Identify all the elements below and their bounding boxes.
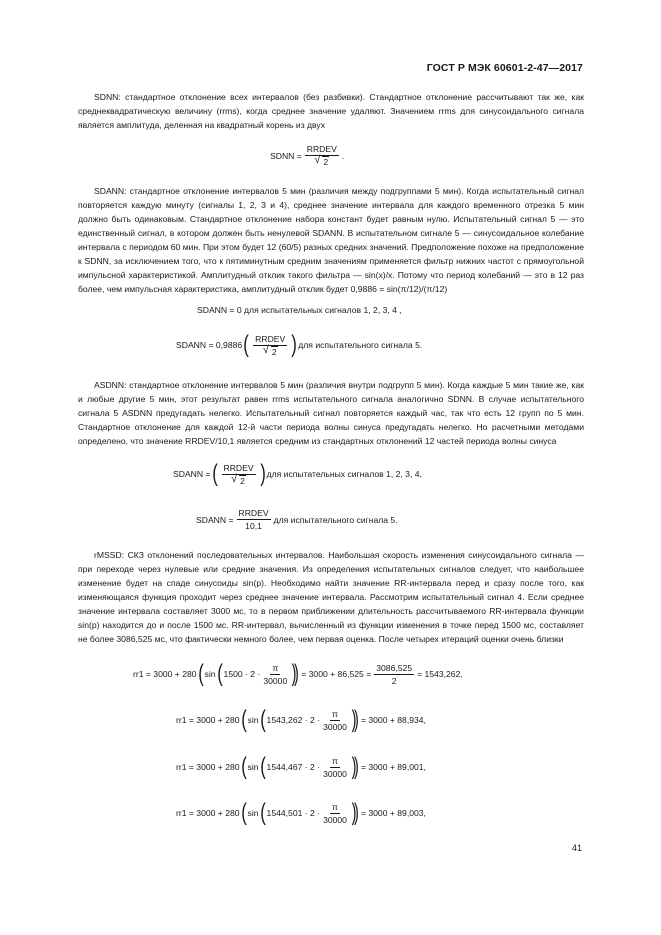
fraction <box>237 508 271 531</box>
fraction-numerator: RRDEV <box>306 144 337 154</box>
fraction-numerator: RRDEV <box>223 462 254 473</box>
sqrt-radicand: 2 <box>271 346 277 357</box>
fraction-numerator: π <box>332 801 338 812</box>
fraction <box>374 663 414 686</box>
fraction <box>222 463 256 486</box>
formula-lhs: SDANN = <box>173 469 211 479</box>
formula-lhs: SDANN = <box>196 514 234 525</box>
asdnn-text: ASDNN: стандартное отклонение интервалов 5 мин (различия внутри подгрупп 5 мин). Когда каждые 5 мин такие же, как и любые другие 5 мин, этот результат равен rrms испытательного сигнала аналогично SDNN. В случае испытательного сигнала 5 ASDNN предугадать нелегко. Испытательный сигнал повторяется каждый час, так что есть 12 групп по 5 мин. Стандартное отклонение для каждой 12-й части периода волны синуса предугадать нелегко. Но расчетными методами определено, что значение RRDEV/10,1 является средним из стандартных отклонений 12 частей периода волны синуса <box>78 380 584 446</box>
left-paren: ( <box>259 706 266 733</box>
fraction-denominator: 30000 <box>323 814 347 825</box>
fraction <box>263 663 287 686</box>
right-paren: ) <box>291 331 298 358</box>
fraction-denominator: 10,1 <box>245 521 262 531</box>
formula-rhs: = 3000 + 86,525 = <box>301 669 372 679</box>
sqrt-symbol: √ 2 <box>314 154 329 167</box>
left-paren: ( <box>259 799 266 826</box>
iteration-formula-3 <box>176 755 426 779</box>
formula-tail: . <box>341 150 345 161</box>
fraction <box>305 144 339 167</box>
sdann-text: SDANN: стандартное отклонение интервалов 5 мин (различия между подгруппами 5 мин). Когда испытательный сигнал повторяется каждую минуту (сигналы 1, 2, 3 и 4), среднее значение интервала для каждого временного отрезка 5 мин должно быть одинаковым. Стандартное отклонение набора констант будет равным нулю. Испытательный сигнал 5 — это единственный сигнал, в котором должен быть ненулевой SDANN. В испытательном сигнале 5 — синусоидальное колебание интервала с периодом 60 мин. При этом будет 12 (60/5) разных средних значений. Предположение похоже на предположение к SDNN, за исключением того, что к пятиминутным средним значениям применяется фильтр нижних частот с прямоугольной импульсной характеристикой. Амплитудный отклик такого фильтра — sin(x)/x. Потому что период колебаний — это в 12 раз более, чем импульсная характеристика, амплитудный отклик будет 0,9886 = sin(π/12)/(π/12) <box>78 186 584 294</box>
sin-argument: 1544,501 · 2 · <box>266 808 321 818</box>
fraction <box>323 756 347 779</box>
sin-argument: 1544,467 · 2 · <box>266 762 321 772</box>
sin-argument: 1543,262 · 2 · <box>266 715 321 725</box>
right-paren: ) <box>259 460 266 487</box>
formula-tail: для испытательных сигналов 1, 2, 3, 4, <box>266 469 422 479</box>
formula-text: SDANN = 0 для испытательных сигналов 1, 2, 3, 4 , <box>197 305 402 315</box>
right-parens: )) <box>351 799 357 826</box>
sdann-formula-1 <box>197 305 402 315</box>
sqrt-symbol: √ 2 <box>231 472 245 486</box>
asdnn-formula-1 <box>173 462 422 486</box>
fraction-numerator: 3086,525 <box>376 662 413 673</box>
asdnn-paragraph <box>78 378 584 448</box>
sin-function: sin <box>247 808 259 818</box>
formula-lhs: rr1 = 3000 + 280 <box>176 762 240 772</box>
left-paren: ( <box>197 660 204 687</box>
left-paren: ( <box>259 753 266 780</box>
right-parens: )) <box>351 753 357 780</box>
formula-result: = 1543,262, <box>417 669 463 679</box>
sqrt-symbol: √ 2 <box>262 343 277 357</box>
iteration-formula-2 <box>176 708 426 732</box>
rmssd-paragraph <box>78 548 584 646</box>
fraction-denominator: 30000 <box>323 721 347 732</box>
fraction-denominator: 2 <box>391 675 397 686</box>
fraction-numerator: π <box>272 662 279 673</box>
sin-function: sin <box>247 715 259 725</box>
formula-rhs: = 3000 + 89,003, <box>360 808 426 818</box>
sin-argument: 1500 · 2 · <box>223 669 261 679</box>
left-paren: ( <box>240 753 247 780</box>
left-paren: ( <box>211 460 218 487</box>
left-paren: ( <box>240 706 247 733</box>
formula-rhs: = 3000 + 88,934, <box>360 715 426 725</box>
right-parens: )) <box>351 706 357 733</box>
left-paren: ( <box>216 660 223 687</box>
sqrt-radicand: 2 <box>323 157 329 167</box>
sdann-paragraph <box>78 184 584 296</box>
sdann-formula-2 <box>176 333 422 357</box>
fraction-numerator: RRDEV <box>238 508 269 518</box>
fraction <box>323 802 347 825</box>
left-paren: ( <box>240 799 247 826</box>
standard-header: ГОСТ Р МЭК 60601-2-47—2017 <box>426 62 583 74</box>
fraction <box>253 334 287 357</box>
formula-lhs: rr1 = 3000 + 280 <box>176 715 240 725</box>
formula-lhs: SDNN = <box>270 150 302 161</box>
fraction <box>323 709 347 732</box>
fraction-denominator: 30000 <box>323 768 347 779</box>
sin-function: sin <box>204 669 216 679</box>
formula-lhs: rr1 = 3000 + 280 <box>176 808 240 818</box>
asdnn-formula-2 <box>196 508 398 531</box>
fraction-numerator: π <box>332 708 338 719</box>
iteration-formula-1 <box>133 662 463 686</box>
left-paren: ( <box>243 331 249 358</box>
sin-function: sin <box>247 762 259 772</box>
sdnn-paragraph <box>78 90 584 132</box>
sqrt-radicand: 2 <box>240 475 245 486</box>
formula-lhs: SDANN = 0,9886 <box>176 340 243 350</box>
formula-rhs: = 3000 + 89,001, <box>360 762 426 772</box>
sdnn-text: SDNN: стандартное отклонение всех интервалов (без разбивки). Стандартное отклонение рассчитывают так же, как среднеквадратическую величину (rrms), когда среднее значение удаляют. Значением rrms для синусоидального сигнала является амплитуда, деленная на квадратный корень из двух <box>78 92 584 130</box>
fraction-numerator: RRDEV <box>255 333 286 344</box>
page-number: 41 <box>571 843 582 853</box>
formula-tail: для испытательного сигнала 5. <box>273 514 398 525</box>
fraction-numerator: π <box>332 755 338 766</box>
formula-lhs: rr1 = 3000 + 280 <box>133 669 197 679</box>
fraction-denominator: 30000 <box>263 675 288 686</box>
formula-tail: для испытательного сигнала 5. <box>298 340 423 350</box>
rmssd-text: rMSSD: CКЗ отклонений последовательных интервалов. Наибольшая скорость изменения синусоидального сигнала — при переходе через нулевые или средние значения. Из определения испытательных сигналов следует, что наибольшее изменение будет на спаде синусоиды sin(p). Необходимо найти значение RR-интервала перед и сразу после того, как изменяющаяся функция проходит через среднее значение интервала. Рассмотрим испытательный сигнал 4. Если среднее значение интервала составляет 3000 мс, то в первом приближении длительность рассчитываемого RR-интервала функции sin(p) находится до и после 1500 мс. RR-интервал, вычисленный из функции изменения в точке перед 1500 мс, составляет не более 3086,525 мс, что фактически немного более, чем первая оценка. После четырех итераций оценки очень близки <box>78 550 584 644</box>
iteration-formula-4 <box>176 801 426 825</box>
sdnn-formula <box>270 144 344 167</box>
right-parens: )) <box>291 660 297 687</box>
